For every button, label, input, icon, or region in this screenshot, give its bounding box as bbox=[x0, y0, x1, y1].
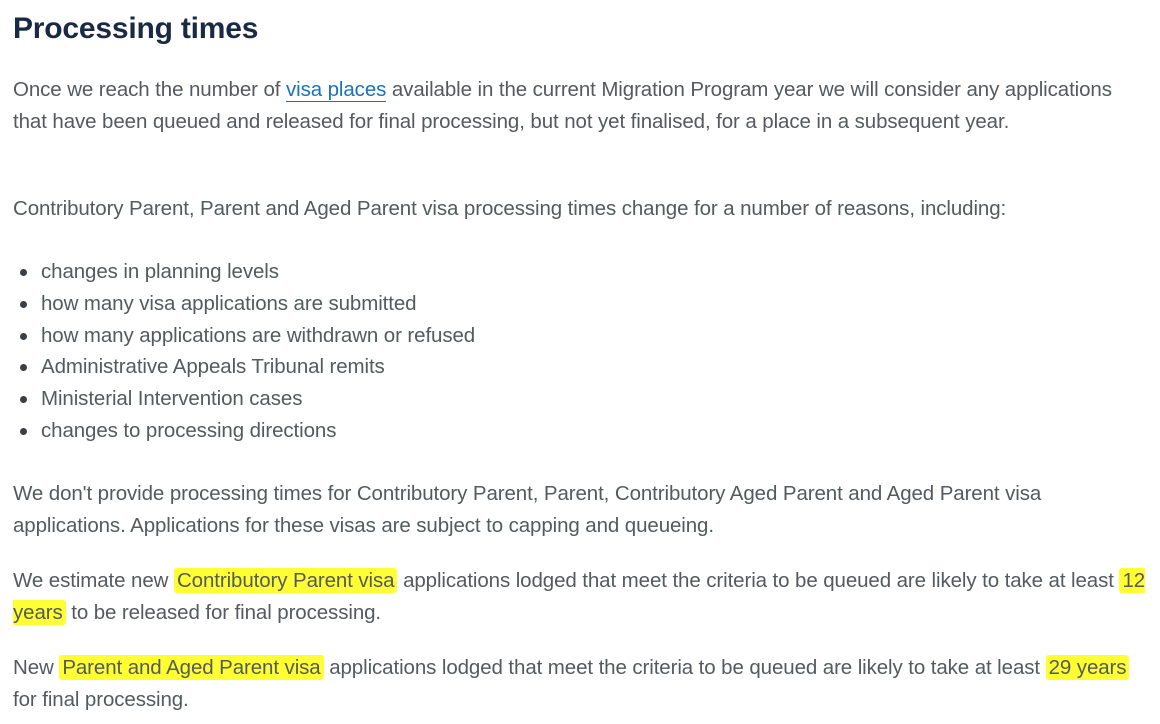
list-item-text: how many visa applications are submitted bbox=[41, 291, 417, 315]
highlighted-duration: 12 years bbox=[13, 569, 1146, 624]
page-title: Processing times bbox=[13, 12, 259, 45]
paragraph-text: New bbox=[13, 656, 60, 679]
paragraph-parent-estimate bbox=[13, 652, 1146, 716]
list-item bbox=[13, 288, 1146, 320]
list-item-text: Administrative Appeals Tribunal remits bbox=[41, 355, 385, 379]
visa-places-link[interactable]: visa places bbox=[285, 78, 387, 101]
paragraph-text: applications lodged that meet the criteria to be queued are likely to take at least bbox=[323, 656, 1046, 679]
highlighted-visa-name: Contributory Parent visa bbox=[174, 568, 398, 593]
list-item bbox=[13, 320, 1146, 352]
paragraph-reasons-intro: Contributory Parent, Parent and Aged Parent visa processing times change for a number of reasons, including: bbox=[13, 197, 1007, 220]
paragraph-text: We estimate new bbox=[13, 569, 174, 592]
reasons-list-wrapper bbox=[13, 256, 1146, 447]
bullet-icon bbox=[20, 269, 27, 276]
paragraph-text: for final processing. bbox=[13, 688, 189, 711]
bullet-icon bbox=[20, 301, 27, 308]
paragraph-contributory-estimate bbox=[13, 565, 1146, 629]
paragraph-visa-places bbox=[13, 74, 1146, 138]
paragraph-text: Once we reach the number of bbox=[13, 78, 286, 101]
list-item bbox=[13, 351, 1146, 383]
paragraph-text: applications lodged that meet the criteria to be queued are likely to take at least bbox=[397, 569, 1120, 592]
paragraph-text: to be released for final processing. bbox=[65, 601, 382, 624]
highlighted-visa-name: Parent and Aged Parent visa bbox=[59, 655, 323, 680]
list-item bbox=[13, 256, 1146, 288]
list-item-text: Ministerial Intervention cases bbox=[41, 387, 303, 411]
bullet-icon bbox=[20, 333, 27, 340]
list-item-text: how many applications are withdrawn or refused bbox=[41, 323, 476, 347]
paragraph-text: available in the current Migration Program year we will consider any applications that have been queued and released for final processing, but not yet finalised, for a place in a subsequent year. bbox=[13, 78, 1112, 133]
bullet-icon bbox=[20, 428, 27, 435]
paragraph-no-processing-times: We don't provide processing times for Contributory Parent, Parent, Contributory Aged Parent and Aged Parent visa applications. Applications for these visas are subject to capping and queueing. bbox=[13, 482, 1042, 537]
reasons-list bbox=[13, 256, 1146, 447]
list-item bbox=[13, 415, 1146, 447]
list-item-text: changes in planning levels bbox=[41, 260, 279, 283]
list-item-text: changes to processing directions bbox=[41, 418, 337, 442]
list-item bbox=[13, 383, 1146, 415]
bullet-icon bbox=[20, 364, 27, 371]
highlighted-duration: 29 years bbox=[1046, 655, 1130, 680]
bullet-icon bbox=[20, 396, 27, 403]
